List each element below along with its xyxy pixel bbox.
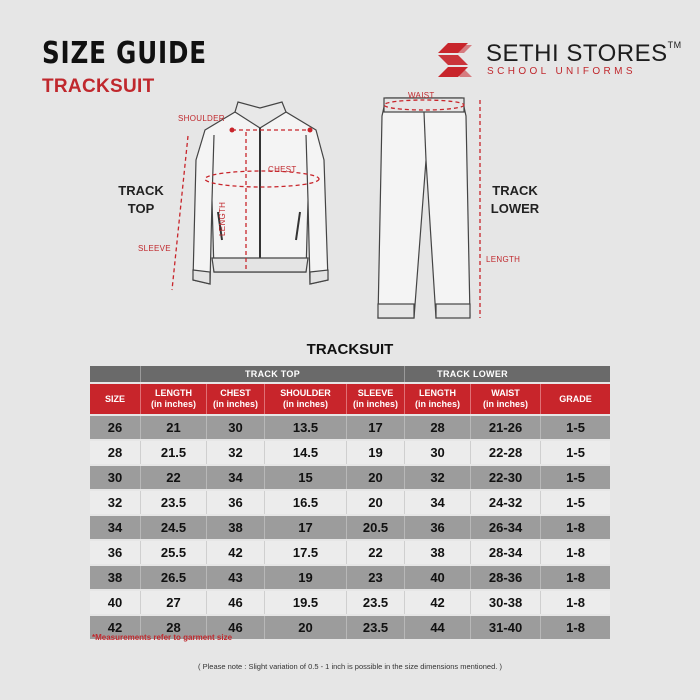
top-length-label: LENGTH bbox=[218, 201, 227, 236]
table-cell: 20 bbox=[346, 466, 404, 489]
sleeve-label: SLEEVE bbox=[138, 244, 171, 253]
table-cell: 19.5 bbox=[264, 591, 346, 614]
table-row bbox=[90, 541, 610, 564]
table-cell: 1-5 bbox=[540, 466, 610, 489]
group-header-track-lower: TRACK LOWER bbox=[404, 366, 540, 382]
page-subtitle: TRACKSUIT bbox=[42, 76, 155, 97]
table-cell: 36 bbox=[90, 541, 140, 564]
table-cell: 26.5 bbox=[140, 566, 206, 589]
track-lower-drawing bbox=[378, 98, 470, 318]
track-lower-label: TRACK LOWER bbox=[490, 183, 540, 216]
table-cell: 21-26 bbox=[470, 416, 540, 439]
table-cell: 22 bbox=[346, 541, 404, 564]
table-row bbox=[90, 591, 610, 614]
table-cell: 17 bbox=[346, 416, 404, 439]
column-header: SHOULDER (in inches) bbox=[264, 384, 346, 414]
table-cell: 24-32 bbox=[470, 491, 540, 514]
table-cell: 17 bbox=[264, 516, 346, 539]
table-cell: 34 bbox=[90, 516, 140, 539]
lower-length-label: LENGTH bbox=[486, 255, 521, 264]
table-cell: 1-8 bbox=[540, 566, 610, 589]
table-cell: 1-8 bbox=[540, 516, 610, 539]
table-cell: 22-28 bbox=[470, 441, 540, 464]
column-header: WAIST (in inches) bbox=[470, 384, 540, 414]
table-cell: 32 bbox=[90, 491, 140, 514]
table-cell: 19 bbox=[346, 441, 404, 464]
table-cell: 30-38 bbox=[470, 591, 540, 614]
table-cell: 46 bbox=[206, 591, 264, 614]
trademark-mark: TM bbox=[667, 40, 682, 50]
table-cell: 15 bbox=[264, 466, 346, 489]
table-cell: 25.5 bbox=[140, 541, 206, 564]
column-header: LENGTH (in inches) bbox=[140, 384, 206, 414]
table-cell: 28 bbox=[90, 441, 140, 464]
table-row bbox=[90, 516, 610, 539]
table-cell: 38 bbox=[90, 566, 140, 589]
table-row bbox=[90, 441, 610, 464]
table-cell: 20 bbox=[346, 491, 404, 514]
table-cell: 42 bbox=[206, 541, 264, 564]
group-header-track-top: TRACK TOP bbox=[140, 366, 404, 382]
table-cell: 38 bbox=[404, 541, 470, 564]
table-cell: 20 bbox=[264, 616, 346, 639]
table-cell: 13.5 bbox=[264, 416, 346, 439]
table-cell: 23.5 bbox=[346, 616, 404, 639]
table-cell: 32 bbox=[404, 466, 470, 489]
table-cell: 31-40 bbox=[470, 616, 540, 639]
table-cell: 28 bbox=[140, 616, 206, 639]
variation-note: ( Please note : Slight variation of 0.5 - 1 inch is possible in the size dimensions mentioned. ) bbox=[198, 662, 502, 671]
table-cell: 26-34 bbox=[470, 516, 540, 539]
table-cell: 36 bbox=[206, 491, 264, 514]
table-title: TRACKSUIT bbox=[306, 341, 394, 358]
table-cell: 40 bbox=[90, 591, 140, 614]
table-cell: 32 bbox=[206, 441, 264, 464]
table-cell: 44 bbox=[404, 616, 470, 639]
page-title: SIZE GUIDE bbox=[42, 36, 207, 71]
table-cell: 30 bbox=[206, 416, 264, 439]
column-header-row bbox=[90, 384, 610, 414]
table-row bbox=[90, 491, 610, 514]
brand-tagline: SCHOOL UNIFORMS bbox=[487, 66, 636, 77]
column-header: SLEEVE (in inches) bbox=[346, 384, 404, 414]
table-cell: 21 bbox=[140, 416, 206, 439]
table-cell: 34 bbox=[404, 491, 470, 514]
table-cell: 36 bbox=[404, 516, 470, 539]
table-cell: 1-5 bbox=[540, 491, 610, 514]
table-row bbox=[90, 566, 610, 589]
table-row bbox=[90, 416, 610, 439]
chest-label: CHEST bbox=[268, 165, 297, 174]
table-cell: 27 bbox=[140, 591, 206, 614]
track-top-label: TRACK TOP bbox=[118, 183, 164, 216]
table-row bbox=[90, 466, 610, 489]
table-cell: 28-36 bbox=[470, 566, 540, 589]
table-cell: 1-8 bbox=[540, 591, 610, 614]
table-cell: 16.5 bbox=[264, 491, 346, 514]
column-header: CHEST (in inches) bbox=[206, 384, 264, 414]
table-cell: 1-5 bbox=[540, 441, 610, 464]
table-cell: 30 bbox=[90, 466, 140, 489]
table-cell: 14.5 bbox=[264, 441, 346, 464]
table-body bbox=[90, 416, 610, 639]
table-cell: 34 bbox=[206, 466, 264, 489]
table-cell: 43 bbox=[206, 566, 264, 589]
table-cell: 19 bbox=[264, 566, 346, 589]
column-header: LENGTH (in inches) bbox=[404, 384, 470, 414]
table-cell: 20.5 bbox=[346, 516, 404, 539]
table-cell: 23.5 bbox=[346, 591, 404, 614]
table-cell: 24.5 bbox=[140, 516, 206, 539]
table-cell: 22-30 bbox=[470, 466, 540, 489]
table-cell: 1-5 bbox=[540, 416, 610, 439]
group-header-blank bbox=[90, 366, 140, 382]
column-header: SIZE bbox=[90, 384, 140, 414]
table-cell: 38 bbox=[206, 516, 264, 539]
table-cell: 1-8 bbox=[540, 616, 610, 639]
group-header-blank bbox=[540, 366, 610, 382]
brand-name: SETHI STORES™ bbox=[486, 40, 682, 67]
table-cell: 17.5 bbox=[264, 541, 346, 564]
table-cell: 22 bbox=[140, 466, 206, 489]
table-cell: 23.5 bbox=[140, 491, 206, 514]
waist-label: WAIST bbox=[408, 91, 435, 100]
size-table bbox=[90, 364, 610, 641]
garment-diagram bbox=[0, 0, 700, 340]
column-header: GRADE bbox=[540, 384, 610, 414]
table-cell: 42 bbox=[404, 591, 470, 614]
table-cell: 23 bbox=[346, 566, 404, 589]
table-cell: 26 bbox=[90, 416, 140, 439]
table-cell: 21.5 bbox=[140, 441, 206, 464]
table-cell: 1-8 bbox=[540, 541, 610, 564]
table-cell: 46 bbox=[206, 616, 264, 639]
table-cell: 28-34 bbox=[470, 541, 540, 564]
table-cell: 28 bbox=[404, 416, 470, 439]
shoulder-label: SHOULDER bbox=[178, 114, 225, 123]
table-cell: 42 bbox=[90, 616, 140, 639]
table-cell: 40 bbox=[404, 566, 470, 589]
footnote: *Measurements refer to garment size bbox=[92, 633, 233, 642]
table-cell: 30 bbox=[404, 441, 470, 464]
